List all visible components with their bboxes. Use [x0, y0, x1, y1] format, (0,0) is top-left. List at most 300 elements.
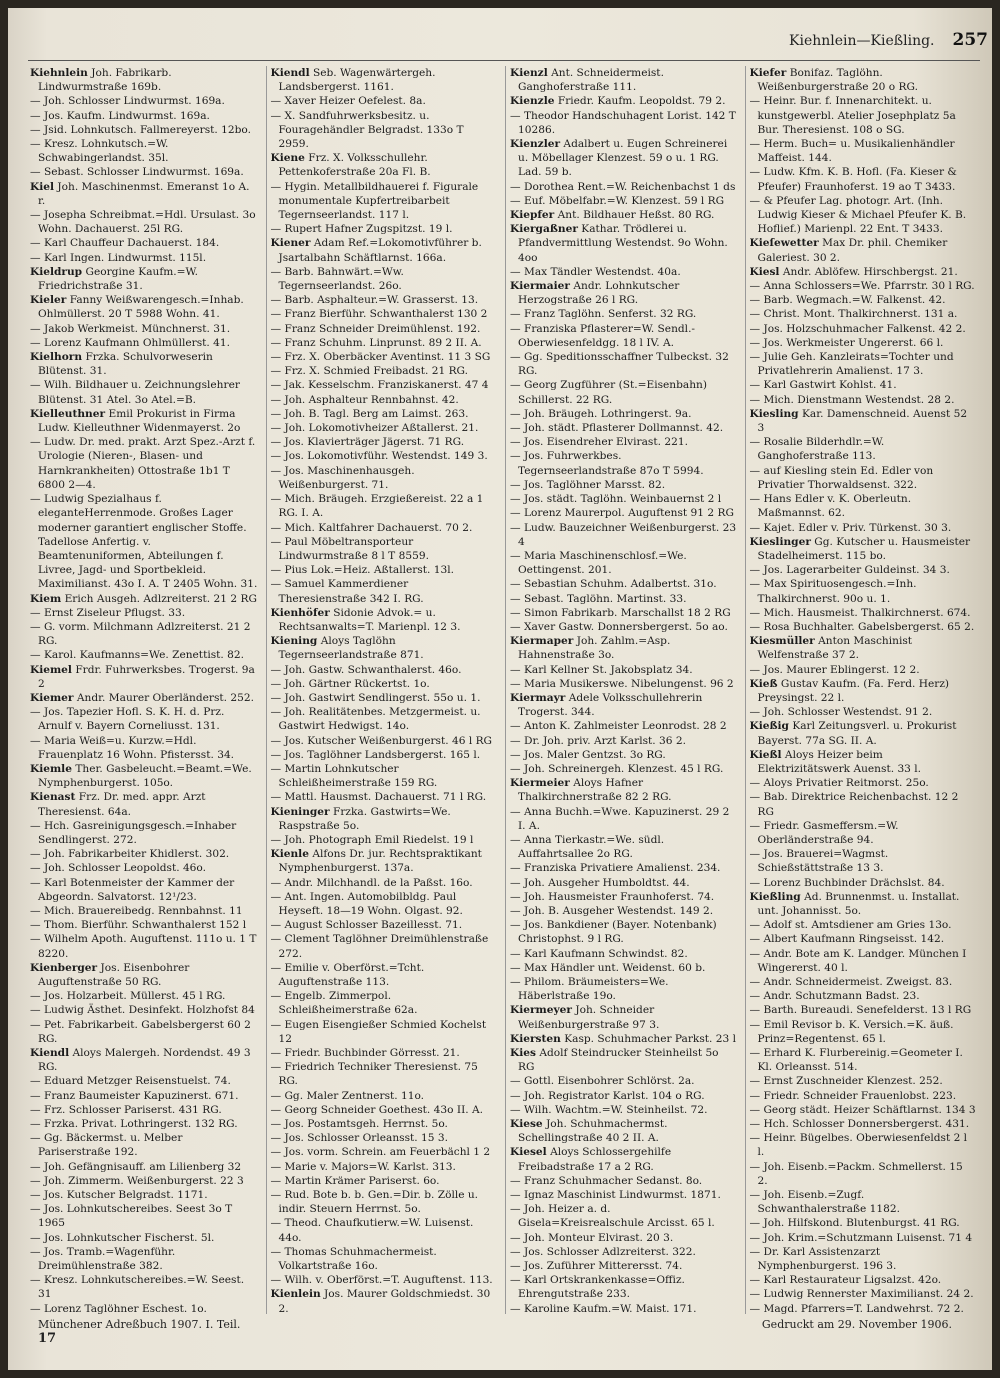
entry-text: Mich. Bräugeh. Erzgießereist. 22 a 1 RG. I. A.: [278, 493, 484, 520]
directory-entry: [510, 961, 737, 975]
directory-entry: [30, 94, 258, 108]
directory-columns: [26, 66, 976, 1314]
entry-text: Philom. Bräumeisters=We. Häberlstraße 19o.: [518, 976, 669, 1003]
entry-text: Joh. Zahlm.=Asp. Hahnenstraße 3o.: [518, 635, 671, 662]
entry-text: Andr. Ablöfew. Hirschbergst. 21.: [782, 265, 958, 278]
directory-entry: [30, 123, 258, 137]
directory-entry: [750, 407, 977, 435]
entry-text: Marie v. Majors=W. Karlst. 313.: [284, 1160, 456, 1173]
entry-text: Karl Chauffeur Dachauerst. 184.: [43, 237, 220, 250]
directory-entry: [271, 1245, 498, 1273]
directory-entry: [750, 521, 977, 535]
entry-text: Theodor Handschuhagent Lorist. 142 T 10286.: [518, 109, 736, 136]
entry-surname: Kies: [510, 1047, 536, 1060]
entry-surname: Kiermaper: [510, 635, 574, 648]
entry-text: Jos. Schlosser Orleansst. 15 3.: [284, 1132, 448, 1145]
directory-entry: [510, 1145, 737, 1173]
entry-text: Ant. Schneidermeist. Ganghoferstraße 111.: [518, 67, 664, 94]
entry-text: August Schlosser Bazeillesst. 71.: [284, 919, 463, 932]
entry-text: Alfons Dr. jur. Rechtspraktikant Nymphenburgerst. 137a.: [278, 848, 482, 875]
directory-entry: [30, 819, 258, 847]
entry-text: Anton K. Zahlmeister Leonrodst. 28 2: [523, 720, 727, 733]
directory-entry: [750, 663, 977, 677]
directory-entry: [271, 1018, 498, 1046]
directory-entry: [271, 790, 498, 804]
directory-entry: [271, 336, 498, 350]
directory-entry: [271, 1060, 498, 1088]
entry-text: Ther. Gasbeleucht.=Beamt.=We. Nymphenburgerst. 105o.: [38, 762, 252, 790]
entry-text: Kresz. Lohnkutschereibes.=W. Seest. 31: [38, 1274, 245, 1301]
entry-text: Jos. Holzarbeit. Müllerst. 45 l RG.: [43, 990, 226, 1003]
directory-entry: [510, 890, 737, 904]
directory-entry: [30, 663, 258, 691]
directory-entry: [510, 109, 737, 137]
entry-text: Dr. Joh. priv. Arzt Karlst. 36 2.: [523, 734, 686, 747]
entry-surname: Kiepfer: [510, 209, 555, 222]
entry-text: Maria Maschinenschlosf.=We. Oettingenst. 201.: [518, 549, 687, 577]
directory-entry: [750, 790, 977, 818]
entry-text: Sebast. Schlosser Lindwurmst. 169a.: [43, 166, 244, 179]
entry-text: Jos. Lagerarbeiter Guldeinst. 34 3.: [763, 564, 950, 577]
directory-entry: [510, 776, 737, 804]
directory-entry: [510, 94, 737, 108]
directory-entry: [30, 1174, 258, 1188]
entry-text: Wilh. v. Oberförst.=T. Auguftenst. 113.: [284, 1274, 493, 1287]
entry-text: Frzka. Schulvorweserin Blütenst. 31.: [38, 351, 213, 378]
directory-entry: [30, 180, 258, 208]
entry-text: Bab. Direktrice Reichenbachst. 12 2 RG: [757, 791, 959, 818]
directory-entry: [271, 222, 498, 236]
entry-text: Georg städt. Heizer Schäftlarnst. 134 3: [763, 1103, 976, 1116]
entry-surname: Kiermeyer: [510, 1004, 572, 1017]
directory-entry: [271, 634, 498, 662]
directory-entry: [750, 1003, 977, 1017]
entry-text: Sebastian Schuhm. Adalbertst. 31o.: [523, 578, 717, 591]
entry-text: Georgine Kaufm.=W. Friedrichstraße 31.: [38, 265, 198, 293]
entry-text: Adolf st. Amtsdiener am Gries 13o.: [763, 919, 952, 932]
entry-text: X. Sandfuhrwerksbesitz. u. Fouragehändler Belgradst. 133o T 2959.: [278, 109, 464, 151]
entry-text: & Pfeufer Lag. photogr. Art. (Inh. Ludwig Kieser & Michael Pfeufer K. B. Hoflief.) Marienpl. 22 Ent. T 3433.: [757, 194, 967, 236]
directory-entry: [510, 137, 737, 180]
entry-text: Andr. Schneidermeist. Zweigst. 83.: [763, 976, 953, 988]
entry-text: Karl Gastwirt Kohlst. 41.: [763, 379, 897, 392]
directory-entry: [30, 1231, 258, 1245]
directory-entry: [271, 407, 498, 421]
entry-text: Joh. Fabrikarb. Lindwurmstraße 169b.: [38, 67, 172, 94]
entry-surname: Kieſewetter: [749, 237, 819, 250]
entry-text: Franz Taglöhn. Senferst. 32 RG.: [523, 308, 697, 321]
directory-entry: [510, 449, 737, 477]
entry-text: Maria Musikerswe. Nibelungenst. 96 2: [523, 677, 734, 690]
entry-surname: Kieldrup: [30, 265, 83, 278]
directory-entry: [510, 1003, 737, 1031]
directory-entry: [271, 1216, 498, 1244]
directory-entry: [510, 66, 737, 94]
entry-text: Jos. Maurer Goldschmiedst. 30 2.: [278, 1288, 491, 1314]
directory-entry: [30, 762, 258, 790]
entry-text: Kathar. Trödlerei u. Pfandvermittlung Westendst. 9o Wohn. 4oo: [518, 223, 728, 264]
directory-entry: [510, 918, 737, 946]
footer-publication: Münchener Adreßbuch 1907. I. Teil.: [38, 1318, 241, 1331]
entry-surname: Kienzl: [510, 67, 548, 79]
directory-entry: [750, 66, 977, 94]
entry-text: Jos. Eisendreher Elvirast. 221.: [523, 436, 688, 449]
directory-entry: [271, 1174, 498, 1188]
directory-entry: [510, 663, 737, 677]
directory-entry: [30, 208, 258, 236]
entry-surname: Kiemle: [30, 762, 72, 775]
entry-surname: Kienhöfer: [270, 606, 330, 619]
directory-entry: [271, 1188, 498, 1216]
directory-entry: [750, 932, 977, 946]
entry-text: Joh. Hilfskond. Blutenburgst. 41 RG.: [763, 1217, 960, 1230]
directory-entry: [30, 1302, 258, 1314]
entry-text: Andr. Milchhandl. de la Paßst. 16o.: [284, 876, 473, 889]
directory-entry: [271, 762, 498, 790]
entry-text: Hans Edler v. K. Oberleutn. Maßmannst. 62.: [757, 493, 912, 520]
directory-entry: [30, 322, 258, 336]
directory-entry: [750, 1231, 977, 1245]
directory-entry: [750, 1103, 977, 1117]
entry-text: Friedr. Kaufm. Leopoldst. 79 2.: [557, 95, 726, 108]
entry-text: Friedrich Techniker Theresienst. 75 RG.: [278, 1061, 478, 1088]
entry-text: Joh. Eisenb.=Zugf. Schwanthalerstraße 1182.: [757, 1189, 900, 1216]
entry-text: Wilh. Bildhauer u. Zeichnungslehrer Blütenst. 31 Atel. 3o Atel.=B.: [38, 379, 240, 406]
entry-text: Mich. Kaltfahrer Dachauerst. 70 2.: [284, 521, 473, 534]
entry-text: Joh. Bräugeh. Lothringerst. 9a.: [523, 407, 692, 420]
entry-text: Barb. Bahnwärt.=Ww. Tegernseerlandst. 26o.: [278, 265, 404, 293]
directory-entry: [510, 506, 737, 520]
directory-entry: [30, 435, 258, 492]
entry-text: Rosa Buchhalter. Gabelsbergerst. 65 2.: [763, 620, 975, 633]
entry-text: Jos. Tramb.=Wagenführ. Dreimühlenstraße 382.: [38, 1245, 176, 1273]
directory-column-1: [26, 66, 258, 1314]
directory-entry: [750, 1216, 977, 1230]
directory-entry: [510, 947, 737, 961]
entry-text: Karl Restaurateur Ligsalzst. 42o.: [763, 1274, 942, 1287]
entry-surname: Kiendl: [270, 67, 310, 79]
directory-entry: [271, 563, 498, 577]
entry-surname: Kiergaßner: [510, 223, 578, 236]
directory-entry: [750, 876, 977, 890]
entry-text: Mich. Dienstmann Westendst. 28 2.: [763, 393, 955, 406]
entry-text: Karl Kaufmann Schwindst. 82.: [523, 947, 688, 960]
entry-surname: Kiener: [270, 237, 311, 250]
directory-entry: [510, 1202, 737, 1230]
entry-text: Jos. Fuhrwerkbes. Tegernseerlandstraße 87o T 5994.: [518, 450, 704, 477]
entry-text: Samuel Kammerdiener Theresienstraße 342 I. RG.: [278, 578, 424, 605]
directory-entry: [30, 876, 258, 904]
entry-text: Anna Buchh.=Wwe. Kapuzinerst. 29 2 I. A.: [518, 805, 730, 832]
entry-text: Seb. Wagenwärtergeh. Landsbergerst. 1161.: [278, 67, 436, 94]
entry-text: Gustav Kaufm. (Fa. Ferd. Herz) Preysingst. 22 l.: [757, 677, 950, 704]
entry-text: Ludwig Ästhet. Desinfekt. Holzhofst 84: [43, 1004, 255, 1017]
entry-text: Ad. Brunnenmst. u. Installat. unt. Johannisst. 5o.: [757, 890, 960, 917]
directory-entry: [271, 748, 498, 762]
directory-entry: [510, 549, 737, 577]
entry-text: Jos. Zuführer Mitterersst. 74.: [523, 1260, 683, 1273]
entry-text: Joh. Schuhmachermst. Schellingstraße 40 2 II. A.: [518, 1118, 668, 1145]
entry-text: Jakob Werkmeist. Münchnerst. 31.: [43, 322, 231, 335]
entry-text: Frzka. Gastwirts=We. Raspstraße 5o.: [278, 805, 451, 832]
entry-text: Friedr. Gasmeffersm.=W. Oberländerstraße 94.: [757, 819, 899, 846]
entry-text: Joh. B. Tagl. Berg am Laimst. 263.: [284, 407, 469, 420]
directory-entry: [271, 734, 498, 748]
directory-entry: [750, 307, 977, 321]
entry-text: Mattl. Hausmst. Dachauerst. 71 l RG.: [284, 791, 487, 804]
entry-text: Aloys Hafner Thalkirchnerstraße 82 2 RG.: [518, 777, 672, 804]
directory-entry: [271, 265, 498, 293]
entry-text: Jos. Maler Gentzst. 3o RG.: [523, 748, 666, 761]
entry-text: Lorenz Buchbinder Drächslst. 84.: [763, 876, 945, 889]
directory-entry: [750, 634, 977, 662]
directory-entry: [510, 762, 737, 776]
entry-text: Wilhelm Apoth. Auguftenst. 111o u. 1 T 8220.: [38, 933, 257, 960]
entry-text: Joh. B. Ausgeher Westendst. 149 2.: [523, 904, 714, 917]
directory-entry: [30, 961, 258, 989]
entry-text: Josepha Schreibmat.=Hdl. Ursulast. 3o Wohn. Dachauerst. 25l RG.: [38, 209, 256, 236]
directory-entry: [750, 776, 977, 790]
entry-text: Ernst Zuschneider Klenzest. 252.: [763, 1075, 943, 1088]
directory-entry: [30, 1160, 258, 1174]
directory-entry: [30, 492, 258, 591]
entry-text: Gg. Maler Zentnerst. 11o.: [284, 1089, 425, 1102]
entry-text: Jos. Holzschuhmacher Falkenst. 42 2.: [763, 322, 966, 335]
directory-entry: [271, 890, 498, 918]
directory-entry: [30, 165, 258, 179]
directory-entry: [750, 137, 977, 165]
entry-text: Emil Prokurist in Firma Ludw. Kielleuthner Widenmayerst. 2o: [38, 407, 241, 435]
entry-text: Joh. Schlosser Lindwurmst. 169a.: [43, 95, 225, 108]
directory-entry: [510, 1259, 737, 1273]
directory-entry: [750, 577, 977, 605]
entry-text: Thomas Schuhmachermeist. Volkartstraße 16o.: [278, 1245, 437, 1273]
entry-text: Barth. Bureaudi. Senefelderst. 13 l RG: [763, 1004, 972, 1017]
directory-entry: [510, 435, 737, 449]
entry-text: Joh. Registrator Karlst. 104 o RG.: [523, 1089, 705, 1102]
directory-entry: [750, 378, 977, 392]
directory-entry: [510, 861, 737, 875]
directory-entry: [510, 421, 737, 435]
entry-text: Max Tändler Westendst. 40a.: [523, 265, 681, 278]
entry-text: Pet. Fabrikarbeit. Gabelsbergerst 60 2 RG.: [38, 1018, 251, 1045]
entry-text: Lorenz Kaufmann Ohlmüllerst. 41.: [43, 336, 230, 349]
entry-text: Friedr. Schneider Frauenlobst. 223.: [763, 1089, 957, 1102]
entry-text: Fanny Weißwarengesch.=Inhab. Ohlmüllerst. 20 T 5988 Wohn. 41.: [38, 294, 244, 321]
entry-surname: Kiermayr: [510, 691, 566, 704]
directory-entry: [30, 350, 258, 378]
entry-text: Anna Tierkastr.=We. südl. Auffahrtsallee 2o RG.: [518, 833, 665, 861]
directory-entry: [271, 1103, 498, 1117]
directory-entry: [271, 1145, 498, 1159]
directory-entry: [30, 109, 258, 123]
directory-entry: [750, 819, 977, 847]
directory-entry: [30, 592, 258, 606]
directory-entry: [30, 847, 258, 861]
directory-entry: [30, 1018, 258, 1046]
entry-text: Kasp. Schuhmacher Parkst. 23 l: [564, 1032, 737, 1045]
directory-entry: [750, 492, 977, 520]
entry-text: Max Spirituosengesch.=Inh. Thalkirchnerst. 90o u. 1.: [757, 578, 917, 605]
directory-entry: [30, 251, 258, 265]
directory-entry: [510, 1188, 737, 1202]
directory-entry: [750, 236, 977, 264]
directory-entry: [510, 677, 737, 691]
entry-text: Lorenz Maurerpol. Auguftenst 91 2 RG: [523, 507, 734, 520]
directory-entry: [750, 322, 977, 336]
directory-entry: [750, 293, 977, 307]
entry-surname: Kiel: [30, 180, 54, 193]
directory-entry: [510, 1089, 737, 1103]
entry-surname: Kießl: [749, 748, 782, 761]
directory-entry: [510, 634, 737, 662]
entry-text: Georg Zugführer (St.=Eisenbahn) Schillerst. 22 RG.: [518, 379, 708, 406]
entry-text: Mich. Hausmeist. Thalkirchnerst. 674.: [763, 606, 971, 619]
directory-entry: [750, 620, 977, 634]
entry-surname: Kiermeier: [510, 777, 570, 790]
entry-text: Xaver Gastw. Donnersbergerst. 5o ao.: [523, 620, 728, 633]
directory-entry: [750, 1245, 977, 1273]
entry-text: Georg Schneider Goethest. 43o II. A.: [284, 1103, 484, 1116]
directory-entry: [30, 407, 258, 435]
directory-entry: [510, 407, 737, 421]
directory-entry: [30, 1245, 258, 1273]
entry-text: Emilie v. Oberförst.=Tcht. Auguftenstraße 113.: [278, 961, 425, 988]
entry-text: Max Händler unt. Weidenst. 60 b.: [523, 961, 706, 974]
entry-text: auf Kiesling stein Ed. Edler von Privatier Thorwaldsenst. 322.: [757, 464, 934, 491]
entry-text: Dr. Karl Assistenzarzt Nymphenburgerst. 196 3.: [757, 1245, 897, 1273]
entry-text: Pius Lok.=Heiz. Aßtallerst. 13l.: [284, 564, 454, 577]
entry-text: Jos. städt. Taglöhn. Weinbauernst 2 l: [523, 493, 722, 506]
directory-entry: [510, 620, 737, 634]
entry-text: Joh. Realitätenbes. Metzgermeist. u. Gastwirt Hedwigst. 14o.: [278, 706, 481, 733]
entry-surname: Kiefer: [749, 67, 787, 79]
entry-text: Adele Volksschullehrerin Trogerst. 344.: [518, 691, 703, 719]
entry-text: Kajet. Edler v. Priv. Türkenst. 30 3.: [763, 521, 952, 534]
entry-text: Kar. Damenschneid. Auenst 52 3: [757, 407, 968, 435]
entry-text: Jos. Kutscher Belgradst. 1171.: [43, 1189, 208, 1202]
directory-entry: [750, 1074, 977, 1088]
entry-text: Jos. vorm. Schrein. am Feuerbächl 1 2: [284, 1146, 491, 1159]
directory-entry: [510, 521, 737, 549]
entry-text: Aloys Heizer beim Elektrizitätswerk Auenst. 33 l.: [757, 748, 922, 775]
directory-entry: [510, 208, 737, 222]
directory-entry: [750, 1089, 977, 1103]
directory-entry: [750, 947, 977, 975]
directory-entry: [30, 620, 258, 648]
directory-entry: [750, 336, 977, 350]
entry-text: Karl Ortskrankenkasse=Offiz. Ehrengutstraße 233.: [518, 1274, 685, 1301]
entry-surname: Kiesel: [510, 1146, 547, 1159]
directory-entry: [271, 918, 498, 932]
directory-entry: [750, 165, 977, 193]
directory-entry: [30, 918, 258, 932]
directory-entry: [271, 66, 498, 94]
entry-text: Bonifaz. Taglöhn. Weißenburgerstraße 20 o RG.: [757, 67, 918, 94]
entry-text: Hygin. Metallbildhauerei f. Figurale monumentale Kupfertreibarbeit Tegernseerlandst. 117 l.: [278, 180, 479, 222]
directory-entry: [30, 932, 258, 960]
directory-entry: [30, 904, 258, 918]
entry-text: Joh. Monteur Elvirast. 20 3.: [523, 1231, 674, 1244]
entry-text: Jos. Taglöhner Landsbergerst. 165 l.: [284, 748, 481, 761]
entry-text: Franz Bierführ. Schwanthalerst 130 2: [284, 308, 488, 321]
entry-text: Jos. Maschinenhausgeh. Weißenburgerst. 71.: [278, 464, 415, 491]
entry-text: Jos. Klavierträger Jägerst. 71 RG.: [284, 436, 465, 449]
directory-entry: [510, 606, 737, 620]
entry-text: Jos. Werkmeister Ungererst. 66 l.: [763, 336, 944, 349]
entry-text: Joh. Hausmeister Fraunhoferst. 74.: [523, 890, 715, 903]
entry-text: Jos. Lohnkutscher Fischerst. 5l.: [43, 1231, 215, 1244]
directory-entry: [271, 180, 498, 223]
entry-text: Lorenz Taglöhner Eschest. 1o.: [43, 1302, 207, 1314]
entry-text: Frzka. Privat. Lothringerst. 132 RG.: [43, 1118, 238, 1131]
entry-text: Ant. Ingen. Automobilbldg. Paul Heyseft. 18—19 Wohn. Olgast. 92.: [278, 890, 463, 917]
entry-text: Clement Taglöhner Dreimühlenstraße 272.: [278, 933, 489, 960]
directory-entry: [30, 265, 258, 293]
footer-sheet-number: 17: [38, 1331, 57, 1346]
entry-text: Thom. Bierführ. Schwanthalerst 152 l: [43, 919, 247, 932]
entry-text: Ludw. Dr. med. prakt. Arzt Spez.-Arzt f. Urologie (Nieren-, Blasen- und Harnkrankheiten) Ottostraße 1b1 T 6800 2—4.: [38, 436, 256, 491]
entry-text: Gg. Bäckermst. u. Melber Pariserstraße 192.: [38, 1132, 183, 1159]
directory-entry: [271, 236, 498, 264]
directory-entry: [750, 1302, 977, 1314]
entry-surname: Kiermaier: [510, 280, 570, 293]
entry-text: Franz Schneider Dreimühlenst. 192.: [284, 322, 481, 335]
entry-text: Jos. Brauerei=Wagmst. Schießstättstraße 13 3.: [757, 848, 889, 875]
directory-entry: [750, 435, 977, 463]
entry-text: Gg. Kutscher u. Hausmeister Stadelheimerst. 115 bo.: [757, 535, 971, 562]
entry-text: Euf. Möbelfabr.=W. Klenzest. 59 l RG: [523, 194, 725, 207]
directory-entry: [510, 748, 737, 762]
entry-text: Aloys Malergeh. Nordendst. 49 3 RG.: [38, 1047, 251, 1074]
entry-text: Jos. Bankdiener (Bayer. Notenbank) Christophst. 9 l RG.: [518, 919, 717, 946]
entry-text: Simon Fabrikarb. Marschallst 18 2 RG: [523, 606, 731, 619]
directory-entry: [750, 1188, 977, 1216]
entry-text: Joh. Gärtner Rückertst. 1o.: [284, 677, 430, 690]
directory-entry: [30, 989, 258, 1003]
directory-entry: [750, 563, 977, 577]
directory-entry: [510, 805, 737, 833]
directory-entry: [30, 790, 258, 818]
directory-entry: [271, 1273, 498, 1287]
directory-entry: [510, 1174, 737, 1188]
entry-surname: Kiehnlein: [30, 67, 88, 79]
directory-entry: [271, 1287, 498, 1314]
directory-entry: [30, 606, 258, 620]
directory-entry: [510, 1273, 737, 1301]
directory-entry: [30, 1202, 258, 1230]
directory-entry: [510, 876, 737, 890]
entry-surname: Kienlein: [270, 1288, 321, 1301]
directory-entry: [750, 393, 977, 407]
entry-text: Jos. Lokomotivführ. Westendst. 149 3.: [284, 450, 488, 463]
entry-text: Karol. Kaufmanns=We. Zenettist. 82.: [43, 649, 244, 662]
directory-entry: [30, 691, 258, 705]
entry-text: Rupert Hafner Zugspitzst. 19 l.: [284, 223, 453, 236]
directory-entry: [510, 1103, 737, 1117]
entry-surname: Kieler: [30, 294, 67, 307]
entry-text: Adalbert u. Eugen Schreinerei u. Möbellager Klenzest. 59 o u. 1 RG. Lad. 59 b.: [518, 138, 728, 179]
directory-entry: [30, 293, 258, 321]
directory-entry: [271, 663, 498, 677]
directory-entry: [510, 1245, 737, 1259]
directory-entry: [271, 805, 498, 833]
directory-entry: [271, 378, 498, 392]
directory-entry: [271, 449, 498, 463]
directory-entry: [750, 279, 977, 293]
entry-text: Joh. Gefängnisauff. am Lilienberg 32: [43, 1160, 242, 1173]
directory-entry: [510, 492, 737, 506]
